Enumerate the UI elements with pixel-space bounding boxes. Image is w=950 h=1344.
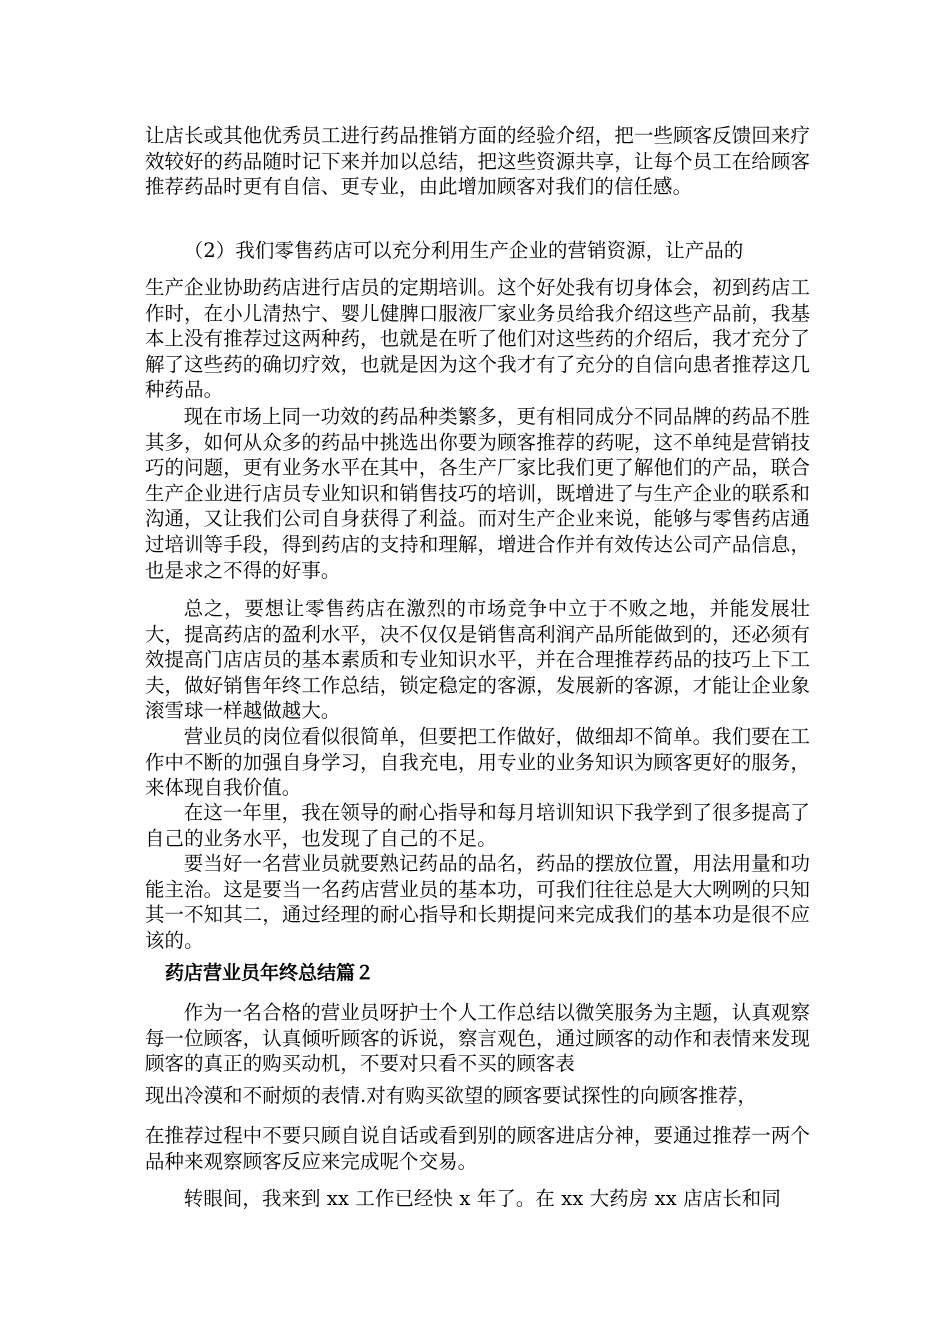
paragraph-7: 在这一年里，我在领导的耐心指导和每月培训知识下我学到了很多提高了自己的业务水平，也发现了自己的不足。 <box>145 801 810 850</box>
paragraph-8: 要当好一名营业员就要熟记药品的品名，药品的摆放位置，用法用量和功能主治。这是要当一名药店营业员的基本功，可我们往往总是大大咧咧的只知其一不知其二，通过经理的耐心指导和长期提问来完成我们的基本功是很不应该的。 <box>145 852 810 952</box>
paragraph-6: 营业员的岗位看似很简单，但要把工作做好，做细却不简单。我们要在工作中不断的加强自身学习，自我充电，用专业的业务知识为顾客更好的服务，来体现自我价值。 <box>145 725 810 800</box>
paragraph-2: （2）我们零售药店可以充分利用生产企业的营销资源，让产品的 <box>183 239 744 262</box>
paragraph-11: 在推荐过程中不要只顾自说自话或看到别的顾客进店分神，要通过推荐一两个品种来观察顾客反应来完成呢个交易。 <box>145 1124 810 1173</box>
paragraph-10: 现出冷漠和不耐烦的表情.对有购买欲望的顾客要试探性的向顾客推荐， <box>145 1084 758 1107</box>
section-heading: 药店营业员年终总结篇２ <box>165 962 375 984</box>
paragraph-12: 转眼间，我来到 xx 工作已经快 x 年了。在 xx 大药房 xx 店店长和同 <box>183 1187 781 1210</box>
paragraph-5: 总之，要想让零售药店在激烈的市场竞争中立于不败之地，并能发展壮大，提高药店的盈利水平，决不仅仅是销售高利润产品所能做到的，还必须有效提高门店店员的基本素质和专业知识水平，并在合理推荐药品的技巧上下工夫，做好销售年终工作总结，锁定稳定的客源，发展新的客源，才能让企业象滚雪球一样越做越大。 <box>145 597 810 723</box>
paragraph-1: 让店长或其他优秀员工进行药品推销方面的经验介绍，把一些顾客反馈回来疗效较好的药品随时记下来并加以总结，把这些资源共享，让每个员工在给顾客推荐药品时更有自信、更专业，由此增加顾客对我们的信任感。 <box>145 124 810 199</box>
paragraph-3: 生产企业协助药店进行店员的定期培训。这个好处我有切身体会，初到药店工作时，在小儿清热宁、婴儿健脾口服液厂家业务员给我介绍这些产品前，我基本上没有推荐过这两种药，也就是在听了他们对这些药的介绍后，我才充分了解了这些药的确切疗效，也就是因为这个我才有了充分的自信向患者推荐这几种药品。 <box>145 276 810 402</box>
paragraph-4: 现在市场上同一功效的药品种类繁多，更有相同成分不同品牌的药品不胜其多，如何从众多的药品中挑选出你要为顾客推荐的药呢，这不单纯是营销技巧的问题，更有业务水平在其中，各生产厂家比我们更了解他们的产品，联合生产企业进行店员专业知识和销售技巧的培训，既增进了与生产企业的联系和沟通，又让我们公司自身获得了利益。而对生产企业来说，能够与零售药店通过培训等手段，得到药店的支持和理解，增进合作并有效传达公司产品信息，也是求之不得的好事。 <box>145 405 810 582</box>
paragraph-9: 作为一名合格的营业员呀护士个人工作总结以微笑服务为主题，认真观察每一位顾客，认真倾听顾客的诉说，察言观色，通过顾客的动作和表情来发现顾客的真正的购买动机，不要对只看不买的顾客表 <box>145 1001 810 1076</box>
